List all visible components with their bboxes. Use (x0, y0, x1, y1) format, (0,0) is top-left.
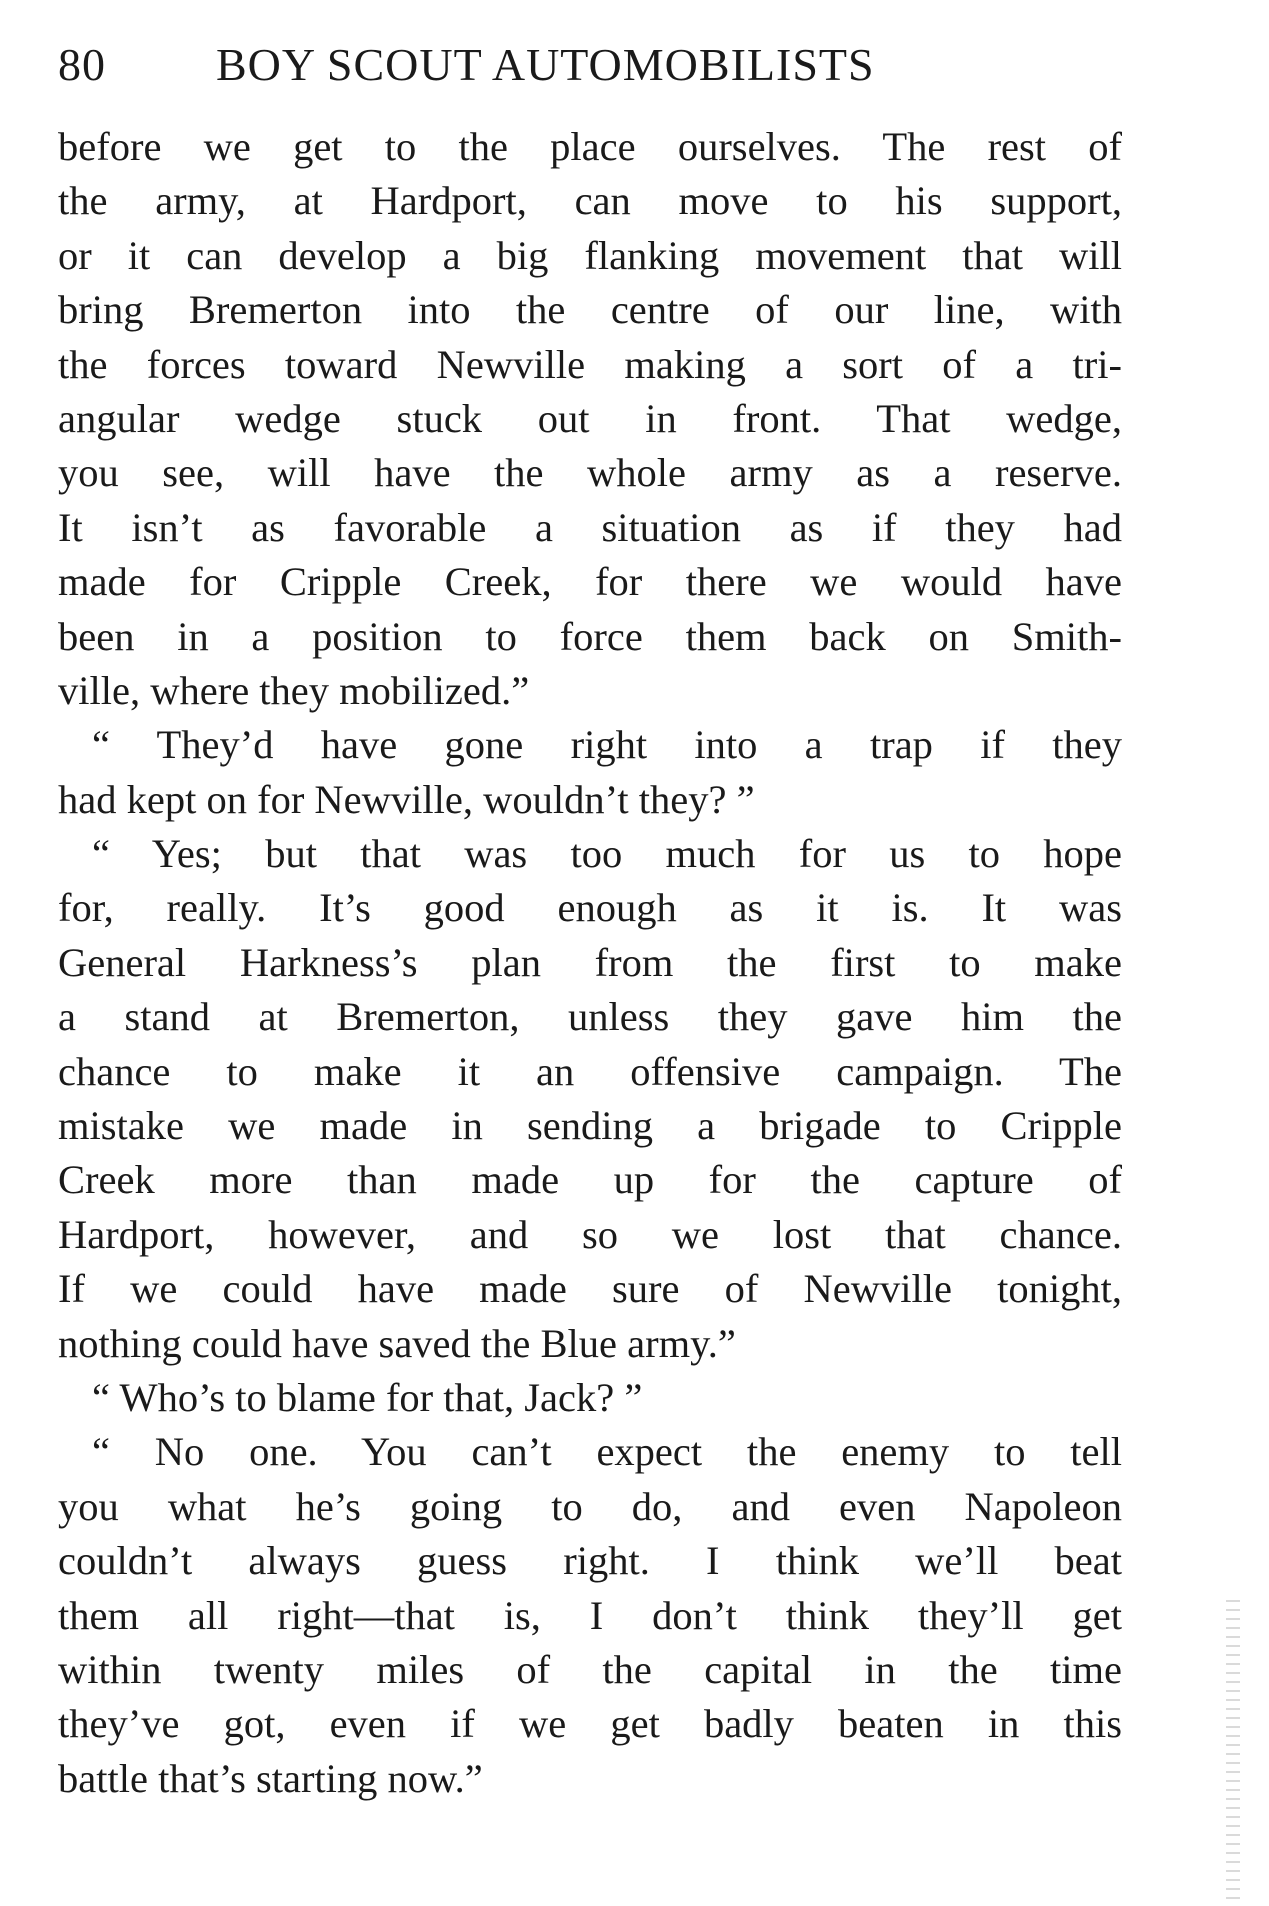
text-line: Creek more than made up for the capture of (58, 1157, 1122, 1203)
text-line: within twenty miles of the capital in the time (58, 1646, 1122, 1692)
text-line: If we could have made sure of Newville tonight, (58, 1266, 1122, 1312)
text-line: nothing could have saved the Blue army.” (58, 1320, 736, 1366)
text-line: they’ve got, even if we get badly beaten in this (58, 1701, 1122, 1747)
text-line: “ No one. You can’t expect the enemy to tell (92, 1429, 1122, 1475)
text-line: angular wedge stuck out in front. That wedge, (58, 395, 1122, 441)
text-line: had kept on for Newville, wouldn’t they? ” (58, 776, 755, 822)
text-line: the forces toward Newville making a sort of a tri- (58, 341, 1122, 387)
text-line: ville, where they mobilized.” (58, 667, 530, 713)
text-line: mistake we made in sending a brigade to Cripple (58, 1103, 1122, 1149)
text-line: before we get to the place ourselves. The rest of (58, 124, 1122, 169)
running-head (58, 38, 1118, 98)
text-line: Hardport, however, and so we lost that chance. (58, 1211, 1122, 1257)
text-line: them all right—that is, I don’t think they’ll get (58, 1592, 1122, 1638)
text-line: the army, at Hardport, can move to his support, (58, 178, 1122, 224)
text-line: chance to make it an offensive campaign. The (58, 1048, 1122, 1094)
text-line: you see, will have the whole army as a reserve. (58, 450, 1122, 496)
text-line: or it can develop a big flanking movement that will (58, 232, 1122, 278)
scan-margin-mark (1226, 1600, 1240, 1900)
page-number: 80 (58, 39, 106, 90)
text-line: General Harkness’s plan from the first to make (58, 939, 1122, 985)
text-line: battle that’s starting now.” (58, 1755, 483, 1801)
text-line: “ Who’s to blame for that, Jack? ” (92, 1374, 643, 1420)
text-line: It isn’t as favorable a situation as if they had (58, 504, 1122, 550)
text-line: couldn’t always guess right. I think we’ll beat (58, 1538, 1122, 1584)
text-line: made for Cripple Creek, for there we would have (58, 559, 1122, 605)
text-line: a stand at Bremerton, unless they gave him the (58, 994, 1122, 1040)
text-line: “ Yes; but that was too much for us to hope (92, 831, 1122, 877)
text-line: bring Bremerton into the centre of our line, with (58, 287, 1122, 333)
running-title: BOY SCOUT AUTOMOBILISTS (216, 39, 875, 90)
text-line: for, really. It’s good enough as it is. It was (58, 885, 1122, 931)
text-line: “ They’d have gone right into a trap if they (92, 722, 1122, 768)
body-text (58, 120, 1122, 1806)
text-line: been in a position to force them back on Smith- (58, 613, 1122, 659)
text-line: you what he’s going to do, and even Napoleon (58, 1483, 1122, 1529)
